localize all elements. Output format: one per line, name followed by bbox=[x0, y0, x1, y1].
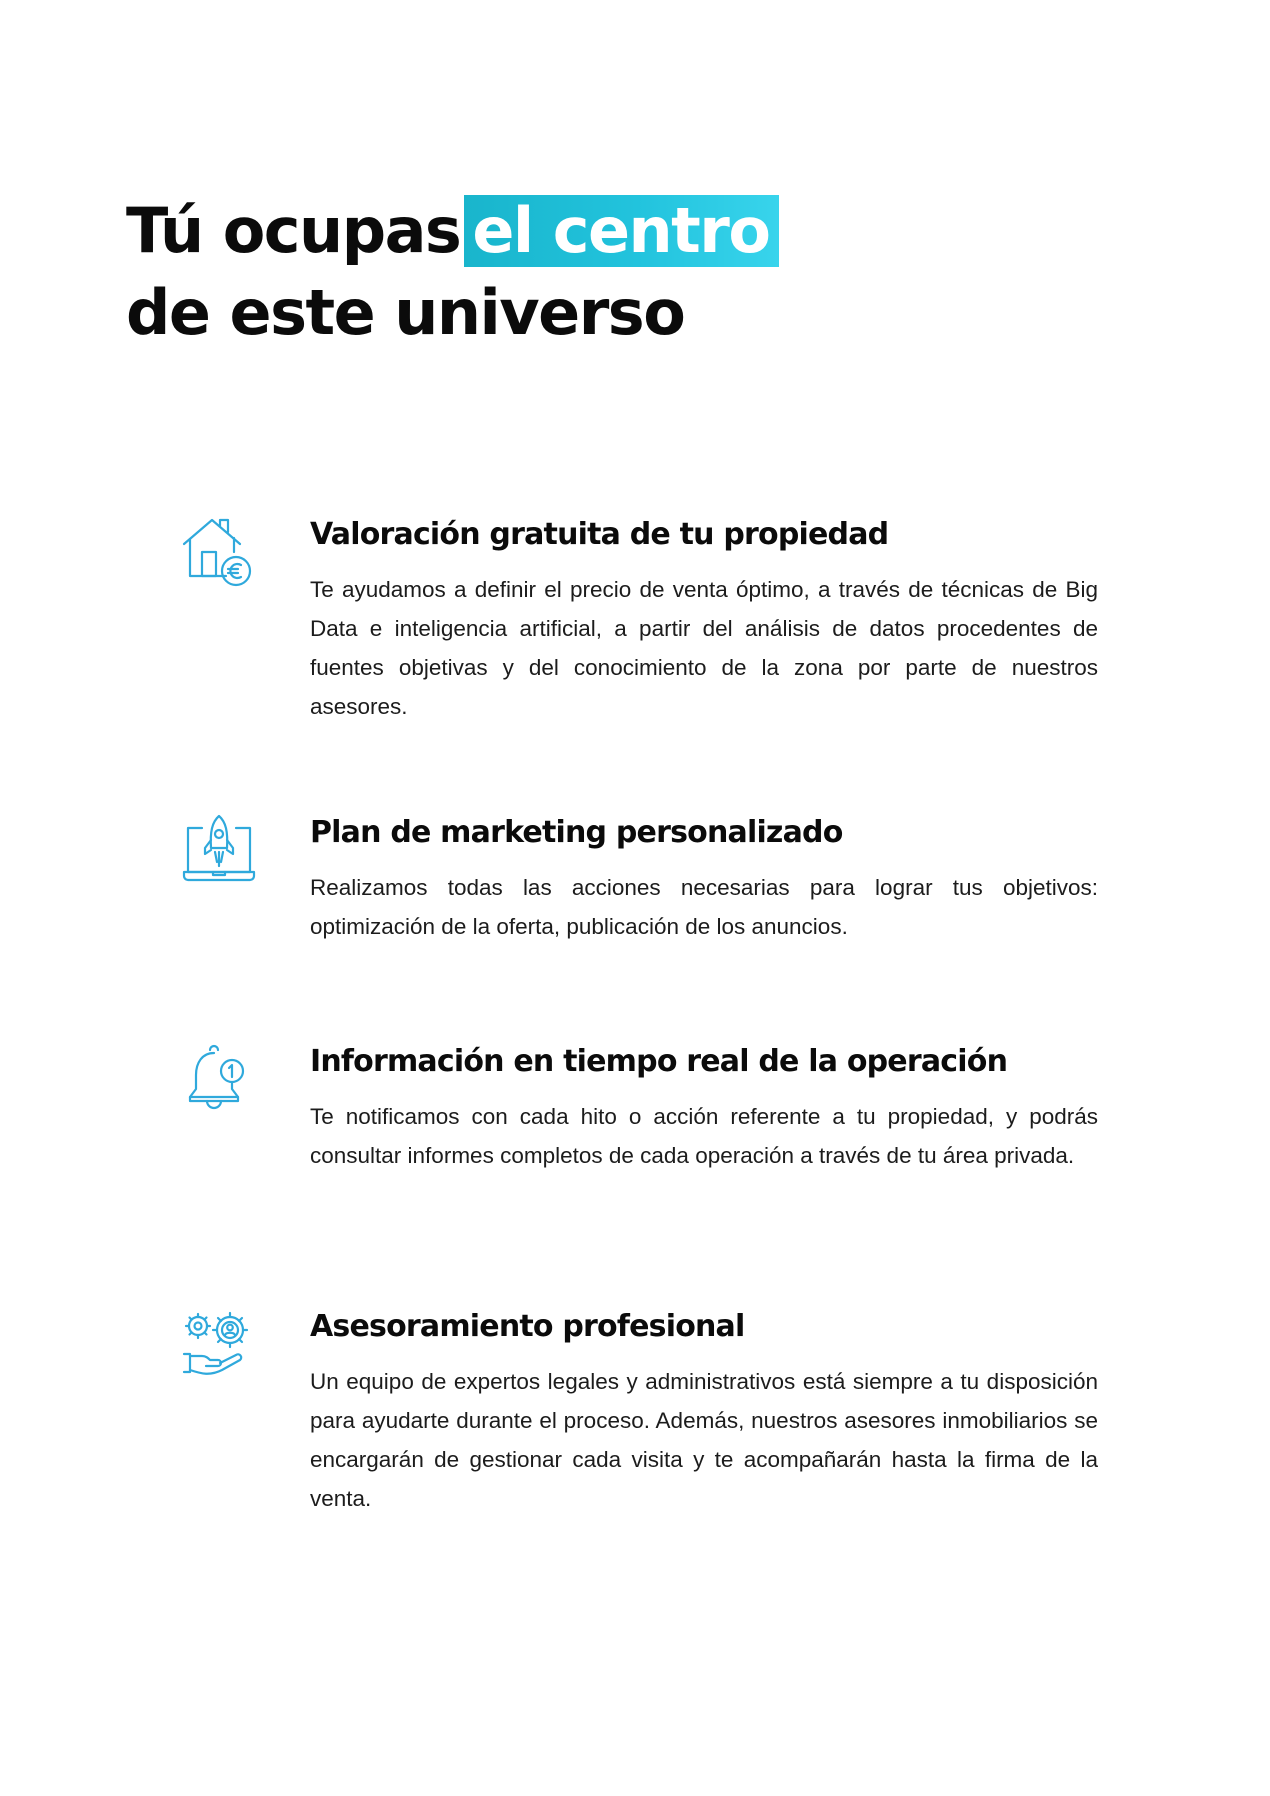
gears-hand-icon bbox=[180, 1306, 258, 1384]
feature-body: Un equipo de expertos legales y administrativos está siempre a tu disposición para ayudarte durante el proceso. Además, nuestros asesores inmobiliarios se encargarán de gestionar cada visita y te acompañarán hasta la firma de la venta. bbox=[310, 1369, 1098, 1511]
feature-body: Te ayudamos a definir el precio de venta óptimo, a través de técnicas de Big Data e inteligencia artificial, a partir del análisis de datos procedentes de fuentes objetivas y del conocimiento de la zona por parte de nuestros asesores. bbox=[310, 577, 1098, 719]
feature-heading: Plan de marketing personalizado bbox=[310, 815, 843, 850]
title-highlight: el centro bbox=[464, 195, 779, 267]
title-plain-text: Tú ocupas bbox=[126, 194, 461, 267]
page-title bbox=[126, 190, 779, 354]
bell-notification-icon bbox=[180, 1041, 258, 1119]
title-line-2: de este universo bbox=[126, 276, 685, 349]
feature-heading: Información en tiempo real de la operación bbox=[310, 1044, 1008, 1079]
house-euro-icon bbox=[180, 514, 258, 592]
feature-body: Realizamos todas las acciones necesarias para lograr tus objetivos: optimización de la oferta, publicación de los anuncios. bbox=[310, 875, 1098, 939]
rocket-laptop-icon bbox=[180, 812, 258, 890]
feature-heading: Valoración gratuita de tu propiedad bbox=[310, 517, 889, 552]
feature-heading: Asesoramiento profesional bbox=[310, 1309, 745, 1344]
title-line-1 bbox=[126, 190, 779, 272]
feature-body: Te notificamos con cada hito o acción referente a tu propiedad, y podrás consultar informes completos de cada operación a través de tu área privada. bbox=[310, 1104, 1098, 1168]
